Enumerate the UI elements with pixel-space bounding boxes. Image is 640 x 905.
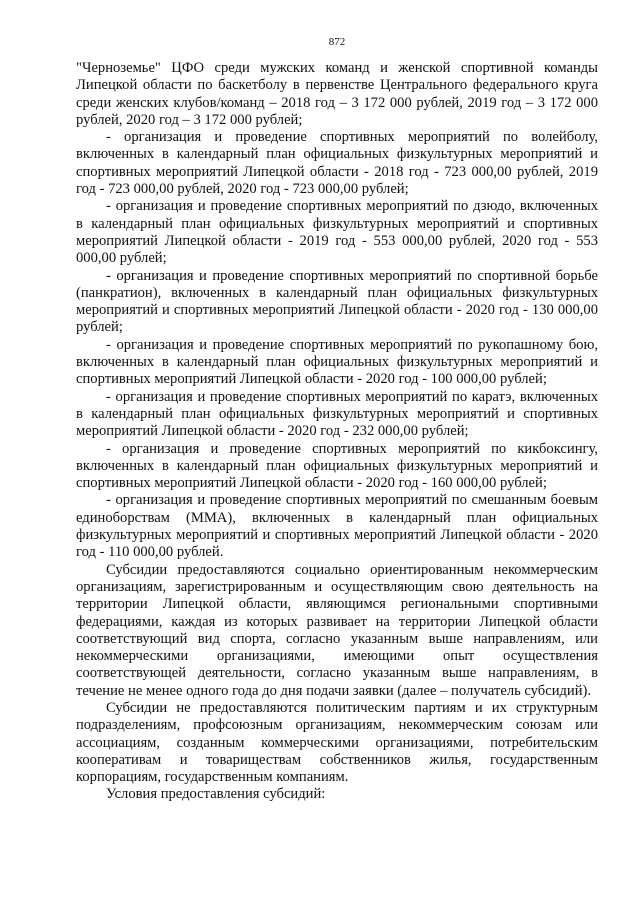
paragraph-exclusions: Субсидии не предоставляются политическим партиям и их структурным подразделениям, профсоюзным организациям, некоммерческим союзам или ассоциациям, созданным коммерческими организациями, потребительским кооперативам и товариществам собственников жилья, государственным корпорациям, государственным компаниям. <box>76 699 598 786</box>
paragraph-continuation: "Черноземье" ЦФО среди мужских команд и женской спортивной команды Липецкой области по баскетболу в первенстве Центрального федерального круга среди женских клубов/команд – 2018 год – 3 172 000 рублей, 2019 год – 3 172 000 рублей, 2020 год – 3 172 000 рублей; <box>76 60 598 128</box>
page-number: 872 <box>328 36 346 48</box>
list-item-hand-to-hand: - организация и проведение спортивных мероприятий по рукопашному бою, включенных в календарный план официальных физкультурных мероприятий и спортивных мероприятий Липецкой области - 2020 год - 100 000,00 рублей; <box>76 336 598 388</box>
list-item-judo: - организация и проведение спортивных мероприятий по дзюдо, включенных в календарный план официальных физкультурных мероприятий и спортивных мероприятий Липецкой области - 2019 год - 553 000,00 рублей, 2020 год - 553 000,00 рублей; <box>76 198 598 267</box>
list-item-mma: - организация и проведение спортивных мероприятий по смешанным боевым единоборствам (ММА), включенных в календарный план официальных физкультурных мероприятий и спортивных мероприятий Липецкой области - 2020 год - 110 000,00 рублей. <box>76 492 598 561</box>
list-item-volleyball: - организация и проведение спортивных мероприятий по волейболу, включенных в календарный план официальных физкультурных мероприятий и спортивных мероприятий Липецкой области - 2018 год - 723 000,00 рублей, 2019 год - 723 000,00 рублей, 2020 год - 723 000,00 рублей; <box>76 129 598 198</box>
paragraph-recipients: Субсидии предоставляются социально ориентированным некоммерческим организациям, зарегистрированным и осуществляющим свою деятельность на территории Липецкой области, являющимся региональными спортивными федерациями, каждая из которых развивает на территории Липецкой области соответствующий вид спорта, согласно указанным выше направлениям, или некоммерческими организациями, имеющими опыт осуществления соответствующей деятельности, согласно указанным выше направлениям, в течение не менее одного года до дня подачи заявки (далее – получатель субсидий). <box>76 561 598 699</box>
list-item-karate: - организация и проведение спортивных мероприятий по каратэ, включенных в календарный план официальных физкультурных мероприятий и спортивных мероприятий Липецкой области - 2020 год - 232 000,00 рублей; <box>76 388 598 440</box>
paragraph-conditions-heading: Условия предоставления субсидий: <box>106 786 326 803</box>
list-item-kickboxing: - организация и проведение спортивных мероприятий по кикбоксингу, включенных в календарный план официальных физкультурных мероприятий и спортивных мероприятий Липецкой области - 2020 год - 160 000,00 рублей; <box>76 440 598 492</box>
list-item-pankration: - организация и проведение спортивных мероприятий по спортивной борьбе (панкратион), включенных в календарный план официальных физкультурных мероприятий и спортивных мероприятий Липецкой области - 2020 год - 130 000,00 рублей; <box>76 267 598 336</box>
document-body <box>76 60 598 804</box>
